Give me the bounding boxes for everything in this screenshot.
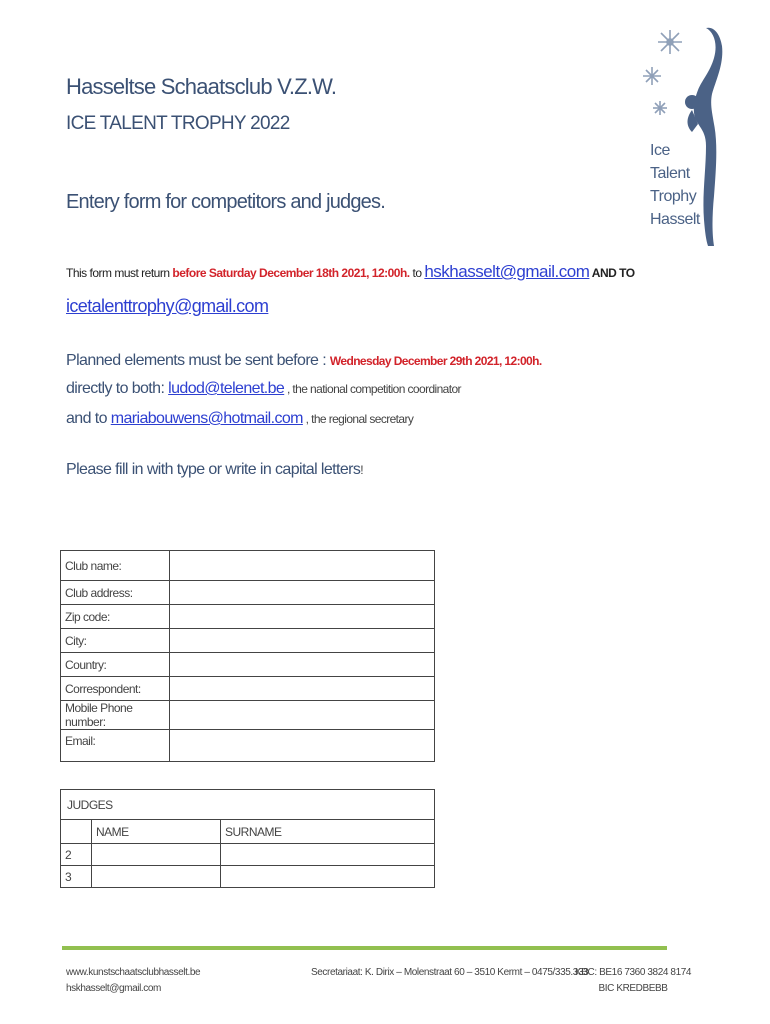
and-to-2: and to xyxy=(66,410,111,427)
table-row xyxy=(61,820,435,844)
footer-contact xyxy=(66,965,200,997)
directly-line xyxy=(66,380,461,398)
footer-bank xyxy=(575,965,691,997)
club-details-table xyxy=(60,550,435,762)
email-link-hskhasselt[interactable]: hskhasselt@gmail.com xyxy=(424,262,590,281)
table-row xyxy=(61,866,435,888)
row-label-country: Country: xyxy=(61,653,170,677)
regional-line xyxy=(66,410,413,428)
logo-line-hasselt: Hasselt xyxy=(650,211,700,228)
judges-heading: JUDGES xyxy=(61,790,435,820)
table-row xyxy=(61,551,435,581)
column-header-name: NAME xyxy=(92,820,221,844)
judge-number: 3 xyxy=(61,866,92,888)
correspondent-field[interactable] xyxy=(170,677,435,701)
row-label-city: City: xyxy=(61,629,170,653)
secretary-note: , the regional secretary xyxy=(302,412,414,426)
footer-bank-account: KBC: BE16 7360 3824 8174 xyxy=(575,967,692,978)
email-link-icetalenttrophy[interactable]: icetalenttrophy@gmail.com xyxy=(66,296,269,316)
footer-divider xyxy=(62,946,667,950)
country-field[interactable] xyxy=(170,653,435,677)
logo-line-talent: Talent xyxy=(650,165,690,182)
judge-surname-field[interactable] xyxy=(221,866,435,888)
fill-instruction-end: ! xyxy=(360,463,364,477)
footer-website-link[interactable]: www.kunstschaatsclubhasselt.be xyxy=(66,967,201,978)
club-name-field[interactable] xyxy=(170,551,435,581)
planned-elements-line xyxy=(66,352,542,370)
logo-line-trophy: Trophy xyxy=(650,188,697,205)
club-title: Hasseltse Schaatsclub V.Z.W. xyxy=(66,74,337,99)
directly-prefix: directly to both: xyxy=(66,380,169,397)
table-row xyxy=(61,581,435,605)
table-row xyxy=(61,629,435,653)
return-instruction xyxy=(66,262,635,282)
table-row xyxy=(61,605,435,629)
footer-email-link[interactable]: hskhasselt@gmail.com xyxy=(66,983,161,994)
return-to: to xyxy=(409,266,425,280)
judge-name-field[interactable] xyxy=(92,866,221,888)
table-row xyxy=(61,701,435,730)
email-link-mariabouwens[interactable]: mariabouwens@hotmail.com xyxy=(110,410,303,427)
fill-instruction xyxy=(66,461,363,479)
email-field[interactable] xyxy=(170,730,435,762)
judge-surname-field[interactable] xyxy=(221,844,435,866)
email-link-ludod[interactable]: ludod@telenet.be xyxy=(168,380,285,397)
event-title: ICE TALENT TROPHY 2022 xyxy=(66,113,290,134)
row-label-correspondent: Correspondent: xyxy=(61,677,170,701)
footer-secretariat: Secretariaat: K. Dirix – Molenstraat 60 – 3510 Kermt – 0475/335.333 xyxy=(311,967,589,978)
planned-prefix: Planned elements must be sent before : xyxy=(66,352,330,369)
judge-number: 2 xyxy=(61,844,92,866)
judge-name-field[interactable] xyxy=(92,844,221,866)
logo-text xyxy=(650,139,700,231)
row-label-zip-code: Zip code: xyxy=(61,605,170,629)
zip-code-field[interactable] xyxy=(170,605,435,629)
row-label-email: Email: xyxy=(61,730,170,762)
table-row xyxy=(61,653,435,677)
column-header-number xyxy=(61,820,92,844)
table-row xyxy=(61,677,435,701)
row-label-club-name: Club name: xyxy=(61,551,170,581)
mobile-phone-field[interactable] xyxy=(170,701,435,730)
planned-deadline: Wednesday December 29th 2021, 12:00h. xyxy=(329,354,542,368)
and-to-label: AND TO xyxy=(589,266,635,280)
table-row xyxy=(61,730,435,762)
club-address-field[interactable] xyxy=(170,581,435,605)
coordinator-note: , the national competition coordinator xyxy=(284,382,461,396)
judges-heading-row xyxy=(61,790,435,820)
row-label-mobile-phone: Mobile Phone number: xyxy=(61,701,170,730)
form-title: Entery form for competitors and judges. xyxy=(66,191,385,213)
judges-table xyxy=(60,789,435,888)
row-label-club-address: Club address: xyxy=(61,581,170,605)
table-row xyxy=(61,844,435,866)
city-field[interactable] xyxy=(170,629,435,653)
return-deadline: before Saturday December 18th 2021, 12:00h. xyxy=(172,266,410,280)
column-header-surname: SURNAME xyxy=(221,820,435,844)
logo-line-ice: Ice xyxy=(650,142,670,159)
fill-instruction-text: Please fill in with type or write in capital letters xyxy=(66,461,361,478)
footer-bic: BIC KREDBEBB xyxy=(598,983,668,994)
return-prefix: This form must return xyxy=(66,266,173,280)
